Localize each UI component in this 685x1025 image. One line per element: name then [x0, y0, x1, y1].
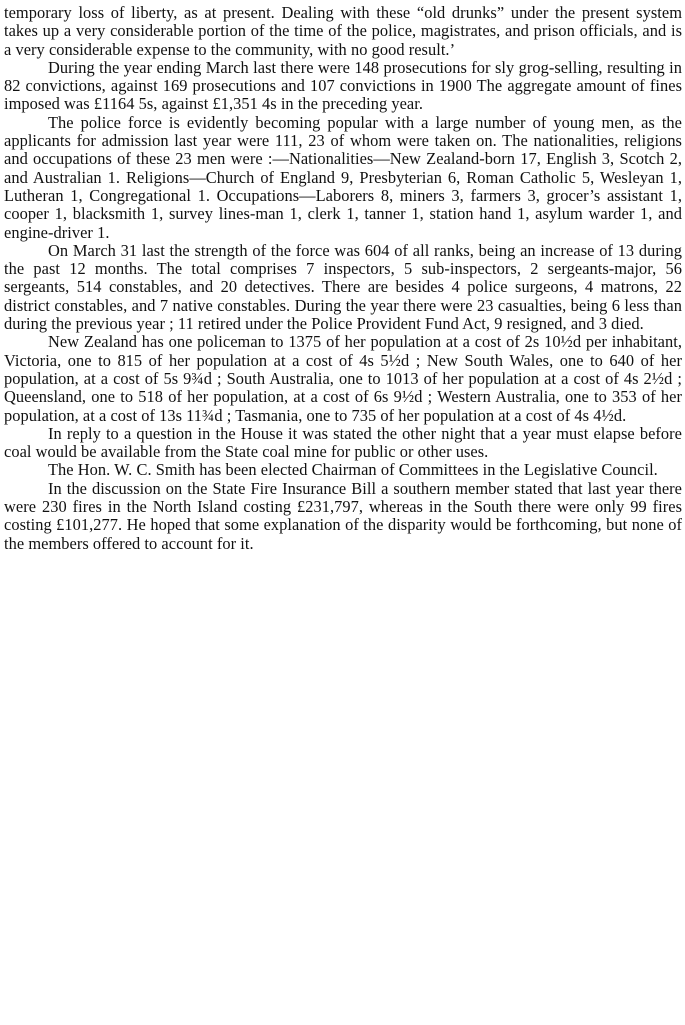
- paragraph-force-strength: On March 31 last the strength of the force was 604 of all ranks, being an increase of 13 during the past 12 months. The total comprises 7 inspectors, 5 sub-inspectors, 2 sergeants-major, 56 sergeants, 514 constables, and 20 detectives. There are besides 4 police surgeons, 4 matrons, 22 district constables, and 7 native constables. During the year there were 23 casualties, being 6 less than during the previous year ; 11 retired under the Police Provident Fund Act, 9 resigned, and 3 died.: [4, 240, 682, 334]
- paragraph-state-coal-mine: In reply to a question in the House it was stated the other night that a year must elapse before coal would be available from the State coal mine for public or other uses.: [4, 423, 682, 462]
- paragraph-chairman-of-committees: The Hon. W. C. Smith has been elected Chairman of Committees in the Legislative Council.: [48, 460, 658, 480]
- paragraph-police-recruits: The police force is evidently becoming popular with a large number of young men, as the applicants for admission last year were 111, 23 of whom were taken on. The nationalities, religions and occupations of these 23 men were :—Nationalities—New Zealand-born 17, English 3, Scotch 2, and Australian 1. Religions—Church of England 9, Presbyterian 6, Roman Catholic 5, Wesleyan 1, Lutheran 1, Congregational 1. Occupations—Laborers 8, miners 3, farmers 3, grocer’s assistant 1, cooper 1, blacksmith 1, survey lines-man 1, clerk 1, tanner 1, station hand 1, asylum warder 1, and engine-driver 1.: [4, 112, 682, 242]
- paragraph-fire-insurance-bill: In the discussion on the State Fire Insurance Bill a southern member stated that last year there were 230 fires in the North Island costing £231,797, whereas in the South there were only 99 fires costing £101,277. He hoped that some explanation of the disparity would be forthcoming, but none of the members offered to account for it.: [4, 478, 682, 553]
- paragraph-police-cost-comparison: New Zealand has one policeman to 1375 of her population at a cost of 2s 10½d per inhabitant, Victoria, one to 815 of her population at a cost of 4s 5½d ; New South Wales, one to 640 of her population, at a cost of 5s 9¾d ; South Australia, one to 1013 of her population at a cost of 4s 2½d ; Queensland, one to 518 of her population, at a cost of 6s 9½d ; Western Australia, one to 353 of her population, at a cost of 13s 11¾d ; Tasmania, one to 735 of her population at a cost of 4s 4½d.: [4, 332, 682, 425]
- paragraph-sly-grog-prosecutions: During the year ending March last there were 148 prosecutions for sly grog-selling, resulting in 82 convictions, against 169 prosecutions and 107 convictions in 1900 The aggregate amount of fines imposed was £1164 5s, against £1,351 4s in the preceding year.: [4, 57, 682, 114]
- paragraph-old-drunks: temporary loss of liberty, as at present. Dealing with these “old drunks” under the present system takes up a very considerable portion of the time of the police, magistrates, and prison officials, and is a very considerable expense to the community, with no good result.’: [4, 3, 682, 59]
